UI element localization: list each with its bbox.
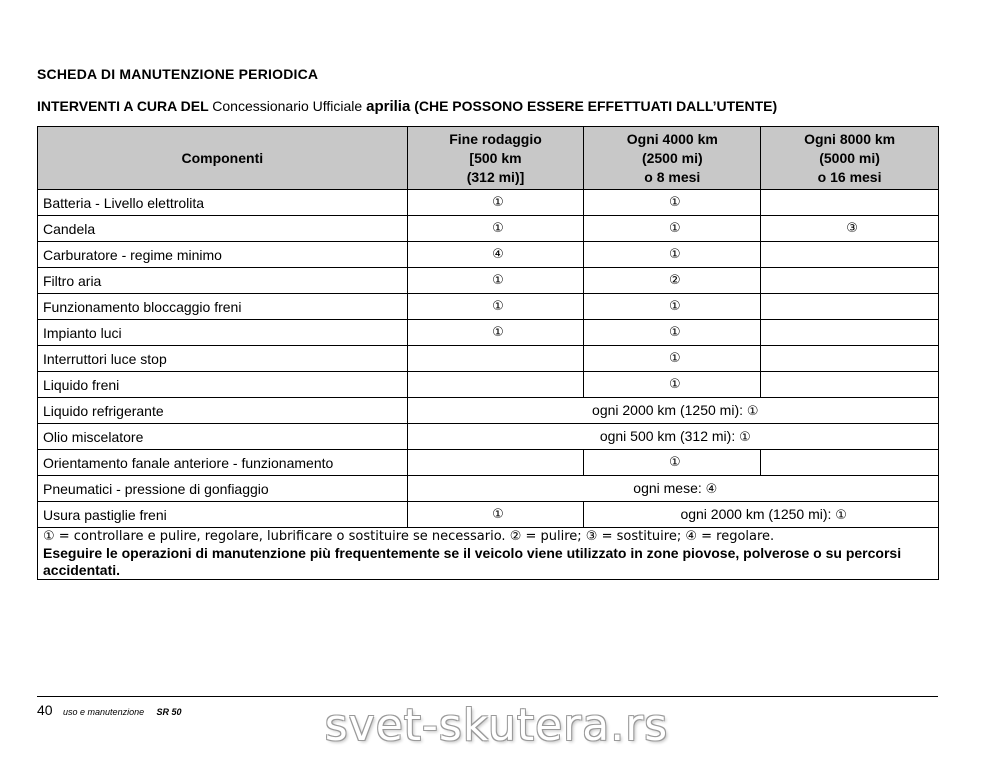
cell-break-in (407, 346, 584, 372)
row-label: Batteria - Livello elettrolita (38, 190, 408, 216)
table-row (38, 372, 939, 398)
table-row (38, 398, 939, 424)
cell-break-in: ① (407, 320, 584, 346)
footer-model: SR 50 (156, 707, 182, 717)
legend-warning: Eseguire le operazioni di manutenzione più frequentemente se il veicolo viene utilizzato in zone piovose, polverose o su percorsi accidentati. (43, 545, 902, 578)
table-header-row (38, 127, 939, 190)
table-row (38, 502, 939, 528)
row-label: Usura pastiglie freni (38, 502, 408, 528)
cell-4000: ① (584, 216, 761, 242)
table-row (38, 424, 939, 450)
cell-4000: ① (584, 450, 761, 476)
cell-8000 (761, 190, 939, 216)
cell-4000: ② (584, 268, 761, 294)
table-row (38, 320, 939, 346)
table-row (38, 294, 939, 320)
cell-8000 (761, 268, 939, 294)
header-every-8000: Ogni 8000 km (5000 mi) o 16 mesi (761, 127, 939, 190)
cell-8000 (761, 320, 939, 346)
row-label: Filtro aria (38, 268, 408, 294)
interval-text: ogni mese: (633, 480, 702, 496)
row-label: Pneumatici - pressione di gonfiaggio (38, 476, 408, 502)
row-label: Carburatore - regime minimo (38, 242, 408, 268)
cell-4000: ① (584, 190, 761, 216)
cell-break-in: ① (407, 216, 584, 242)
interval-mark: ① (835, 508, 847, 523)
cell-8000: ③ (761, 216, 939, 242)
table-row (38, 268, 939, 294)
row-label: Funzionamento bloccaggio freni (38, 294, 408, 320)
page-subtitle (37, 98, 777, 115)
row-label: Candela (38, 216, 408, 242)
maintenance-table (37, 126, 939, 580)
row-label: Interruttori luce stop (38, 346, 408, 372)
row-label: Impianto luci (38, 320, 408, 346)
table-row (38, 242, 939, 268)
cell-8000 (761, 372, 939, 398)
cell-break-in: ① (407, 502, 584, 528)
cell-8000 (761, 450, 939, 476)
cell-break-in: ① (407, 268, 584, 294)
interval-text: ogni 2000 km (1250 mi): (592, 402, 743, 418)
cell-break-in (407, 450, 584, 476)
table-row (38, 476, 939, 502)
row-label: Liquido freni (38, 372, 408, 398)
subtitle-part1: INTERVENTI A CURA DEL (37, 98, 209, 114)
interval-text: ogni 500 km (312 mi): (599, 428, 736, 444)
cell-break-in: ① (407, 190, 584, 216)
table-row (38, 450, 939, 476)
footer-divider (37, 696, 938, 697)
watermark: svet-skutera.rs (324, 700, 669, 751)
page-number: 40 (37, 702, 53, 718)
cell-4000: ① (584, 320, 761, 346)
interval-mark: ① (739, 430, 751, 445)
subtitle-brand: aprilia (366, 98, 411, 115)
interval-mark: ④ (705, 482, 718, 497)
cell-4000: ① (584, 242, 761, 268)
interval-note (407, 476, 938, 502)
footer-text: uso e manutenzione (63, 707, 145, 717)
table-row (38, 346, 939, 372)
cell-4000: ① (584, 346, 761, 372)
cell-8000 (761, 346, 939, 372)
header-every-4000: Ogni 4000 km (2500 mi) o 8 mesi (584, 127, 761, 190)
cell-break-in (407, 372, 584, 398)
legend-cell (38, 528, 939, 580)
row-label: Olio miscelatore (38, 424, 408, 450)
header-components: Componenti (38, 127, 408, 190)
cell-4000: ① (584, 372, 761, 398)
table-row (38, 216, 939, 242)
cell-4000: ① (584, 294, 761, 320)
interval-mark: ① (746, 404, 759, 419)
interval-note (407, 398, 938, 424)
interval-note (407, 424, 938, 450)
cell-break-in: ④ (407, 242, 584, 268)
header-break-in: Fine rodaggio [500 km (312 mi)] (407, 127, 584, 190)
legend-row (38, 528, 939, 580)
table-row (38, 190, 939, 216)
legend-key: ① = controllare e pulire, regolare, lubrificare o sostituire se necessario. ② = pulire; ③ = sostituire; ④ = regolare. (43, 529, 775, 544)
row-label: Orientamento fanale anteriore - funzionamento (38, 450, 408, 476)
interval-text: ogni 2000 km (1250 mi): (680, 506, 832, 522)
row-label: Liquido refrigerante (38, 398, 408, 424)
page-title: SCHEDA DI MANUTENZIONE PERIODICA (37, 66, 319, 82)
cell-break-in: ① (407, 294, 584, 320)
interval-note (584, 502, 939, 528)
subtitle-dealer: Concessionario Ufficiale (212, 98, 363, 114)
cell-8000 (761, 242, 939, 268)
subtitle-part3: (CHE POSSONO ESSERE EFFETTUATI DALL’UTENTE) (414, 98, 778, 114)
cell-8000 (761, 294, 939, 320)
